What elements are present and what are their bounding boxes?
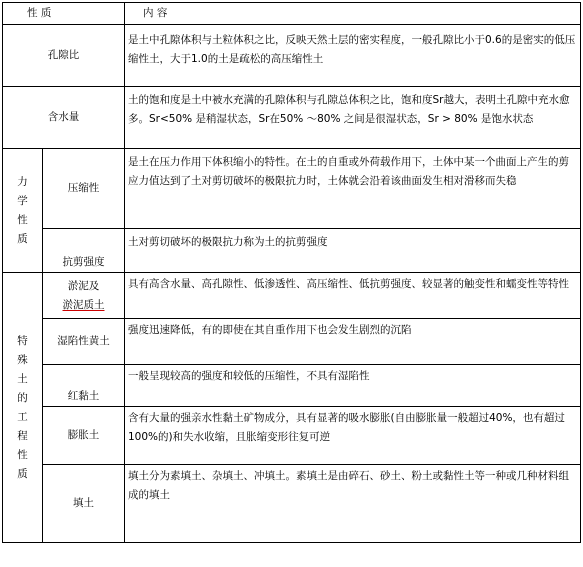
mechanical-properties-label (3, 149, 43, 273)
porosity-desc: 是土中孔隙体积与土粒体积之比，反映天然土层的密实程度，一般孔隙比小于0.6的是密实的低压缩性土，大于1.0的土是疏松的高压缩性土 (125, 25, 581, 87)
soil-property-table (2, 2, 581, 543)
mech-char: 学 (17, 194, 28, 207)
special-char: 程 (17, 429, 28, 442)
special-char: 质 (17, 467, 28, 480)
special-char: 工 (17, 410, 28, 423)
porosity-name: 孔隙比 (3, 25, 125, 87)
header-content: 内 容 (125, 3, 581, 25)
expansive-name: 膨胀土 (43, 407, 125, 465)
row-compress (3, 149, 581, 229)
row-expansive (3, 407, 581, 465)
water-name: 含水量 (3, 87, 125, 149)
compress-name: 压缩性 (43, 149, 125, 229)
special-char: 土 (17, 372, 28, 385)
row-fill (3, 465, 581, 543)
fill-desc: 填土分为素填土、杂填土、冲填土。素填土是由碎石、砂土、粉土或黏性土等一种或几种材料组成的填土 (125, 465, 581, 543)
loess-desc: 强度迅速降低，有的即使在其自重作用下也会发生剧烈的沉陷 (125, 319, 581, 365)
expansive-desc: 含有大量的强亲水性黏土矿物成分，具有显著的吸水膨胀(自由膨胀量一般超过40%，也有超过100%的)和失水收缩，且胀缩变形往复可逆 (125, 407, 581, 465)
row-porosity (3, 25, 581, 87)
header-row (3, 3, 581, 25)
row-silt (3, 273, 581, 319)
compress-desc: 是土在压力作用下体积缩小的特性。在土的自重或外荷载作用下，土体中某一个曲面上产生的剪应力值达到了土对剪切破坏的极限抗力时，土体就会沿着该曲面发生相对滑移而失稳 (125, 149, 581, 229)
shear-name: 抗剪强度 (43, 229, 125, 273)
row-redclay (3, 365, 581, 407)
special-char: 殊 (17, 353, 28, 366)
redclay-name: 红黏土 (43, 365, 125, 407)
silt-name-line1: 淤泥及 (67, 279, 100, 292)
special-char: 的 (17, 391, 28, 404)
mech-char: 性 (17, 213, 28, 226)
special-soil-label (3, 273, 43, 543)
silt-name-line2: 淤泥质土 (62, 298, 105, 311)
water-desc: 土的饱和度是土中被水充满的孔隙体积与孔隙总体积之比，饱和度Sr越大，表明土孔隙中充水愈多。Sr<50% 是稍湿状态，Sr在50% ～80% 之间是很湿状态，Sr > 80% 是饱水状态 (125, 87, 581, 149)
header-property: 性 质 (3, 3, 125, 25)
fill-name: 填土 (43, 465, 125, 543)
special-char: 性 (17, 448, 28, 461)
loess-name: 湿陷性黄土 (43, 319, 125, 365)
special-char: 特 (17, 334, 28, 347)
silt-name (43, 273, 125, 319)
silt-desc: 具有高含水量、高孔隙性、低渗透性、高压缩性、低抗剪强度、较显著的触变性和蠕变性等特性 (125, 273, 581, 319)
shear-desc: 土对剪切破坏的极限抗力称为土的抗剪强度 (125, 229, 581, 273)
mech-char: 力 (17, 175, 28, 188)
row-shear (3, 229, 581, 273)
redclay-desc: 一般呈现较高的强度和较低的压缩性，不具有湿陷性 (125, 365, 581, 407)
mech-char: 质 (17, 232, 28, 245)
row-water (3, 87, 581, 149)
row-loess (3, 319, 581, 365)
